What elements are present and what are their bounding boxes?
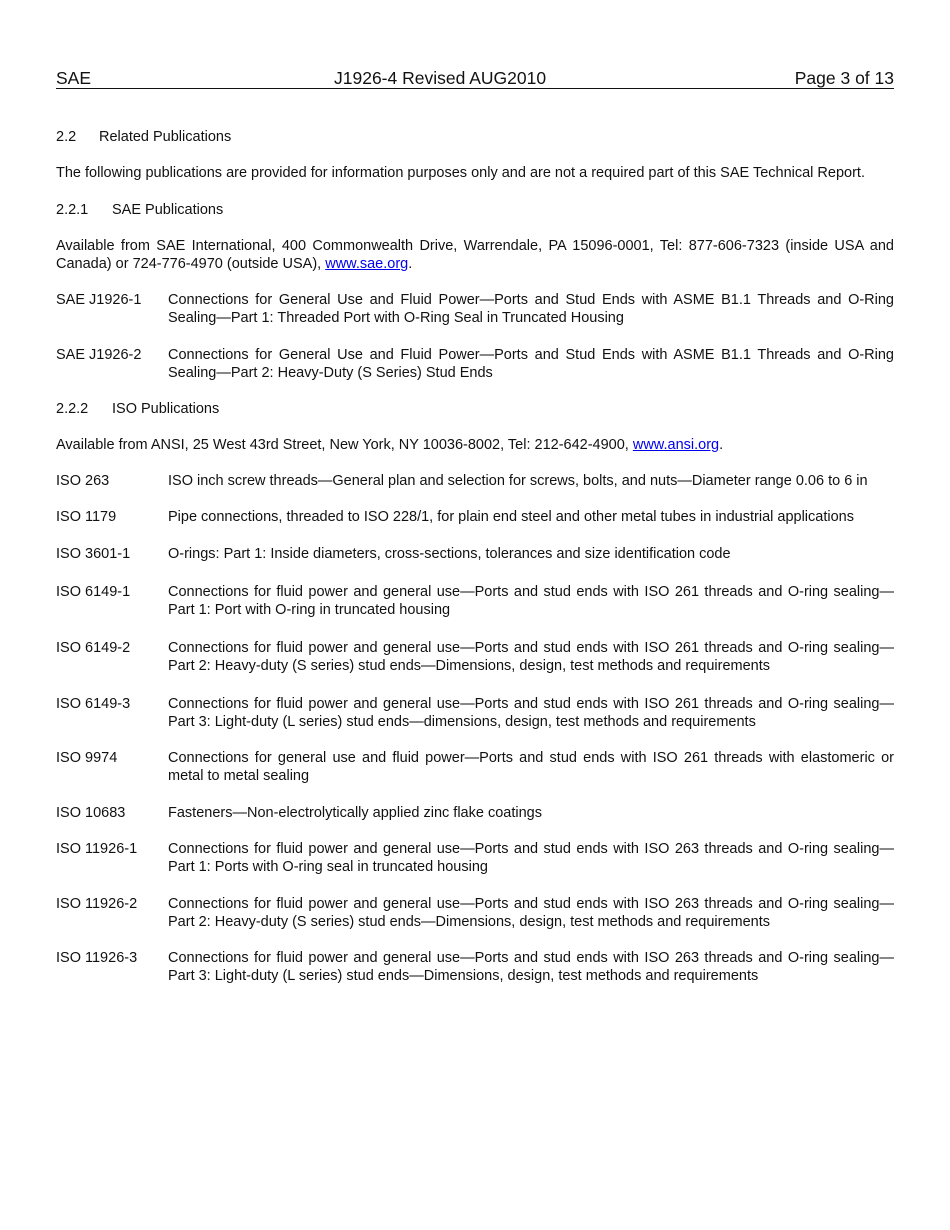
- reference-code: SAE J1926-1: [56, 292, 142, 308]
- period: .: [408, 256, 413, 272]
- page-header: [56, 68, 894, 89]
- reference-title: Connections for fluid power and general use—Ports and stud ends with ISO 263 threads and O-ring sealing—Part 3: Light-duty (L series) stud ends—Dimensions, design, test methods and requirements: [168, 950, 894, 984]
- reference-code: ISO 6149-3: [56, 696, 131, 712]
- reference-code: ISO 11926-2: [56, 896, 138, 912]
- section-title: ISO Publications: [112, 401, 220, 417]
- period: .: [719, 437, 724, 453]
- reference-title: Connections for general use and fluid power—Ports and stud ends with ISO 261 threads with elastomeric or metal to metal sealing: [168, 750, 894, 784]
- reference-code: ISO 3601-1: [56, 546, 131, 562]
- reference-item: [56, 508, 894, 526]
- reference-item: [56, 749, 894, 785]
- reference-code: ISO 263: [56, 473, 110, 489]
- reference-title: Connections for fluid power and general use—Ports and stud ends with ISO 261 threads and O-ring sealing—Part 1: Port with O-ring in truncated housing: [168, 584, 894, 618]
- sae-reference-list: [56, 291, 894, 382]
- reference-item: [56, 291, 894, 327]
- reference-title: Connections for General Use and Fluid Power—Ports and Stud Ends with ASME B1.1 Threads and O-Ring Sealing—Part 2: Heavy-Duty (S Series) Stud Ends: [168, 347, 894, 381]
- sae-availability-paragraph: [56, 237, 894, 273]
- section-heading-2-2-2: [56, 400, 894, 418]
- section-number: 2.2: [56, 129, 77, 145]
- reference-item: [56, 804, 894, 822]
- reference-title: ISO inch screw threads—General plan and selection for screws, bolts, and nuts—Diameter range 0.06 to 6 in: [168, 473, 868, 489]
- ansi-website-link[interactable]: www.ansi.org: [632, 437, 720, 453]
- reference-item: [56, 695, 894, 731]
- header-page-number: Page 3 of 13: [794, 68, 894, 88]
- section-number: 2.2.1: [56, 202, 89, 218]
- reference-code: ISO 11926-3: [56, 950, 138, 966]
- iso-reference-list: [56, 472, 894, 985]
- sae-website-link[interactable]: www.sae.org: [325, 256, 409, 272]
- header-org: SAE: [56, 68, 92, 88]
- reference-code: ISO 6149-1: [56, 584, 131, 600]
- reference-code: ISO 10683: [56, 805, 126, 821]
- section-title: Related Publications: [99, 129, 232, 145]
- reference-code: ISO 9974: [56, 750, 118, 766]
- reference-title: Connections for General Use and Fluid Power—Ports and Stud Ends with ASME B1.1 Threads and O-Ring Sealing—Part 1: Threaded Port with O-Ring Seal in Truncated Housing: [168, 292, 894, 326]
- reference-item: [56, 545, 894, 563]
- section-2-2-paragraph: The following publications are provided for information purposes only and are not a required part of this SAE Technical Report.: [56, 165, 865, 181]
- section-heading-2-2-1: [56, 201, 894, 219]
- reference-title: O-rings: Part 1: Inside diameters, cross-sections, tolerances and size identification code: [168, 546, 731, 562]
- header-doc-id: J1926-4 Revised AUG2010: [334, 68, 547, 88]
- reference-item: [56, 840, 894, 876]
- reference-title: Fasteners—Non-electrolytically applied zinc flake coatings: [168, 805, 542, 821]
- reference-code: SAE J1926-2: [56, 347, 142, 363]
- reference-title: Connections for fluid power and general use—Ports and stud ends with ISO 261 threads and O-ring sealing—Part 3: Light-duty (L series) stud ends—dimensions, design, test methods and requirements: [168, 696, 894, 730]
- availability-text: Available from ANSI, 25 West 43rd Street, New York, NY 10036-8002, Tel: 212-642-4900,: [56, 437, 633, 453]
- reference-item: [56, 346, 894, 382]
- document-page: [56, 68, 894, 985]
- reference-item: [56, 583, 894, 619]
- ansi-availability-paragraph: [56, 436, 894, 454]
- reference-item: [56, 895, 894, 931]
- reference-code: ISO 1179: [56, 509, 117, 525]
- reference-title: Connections for fluid power and general use—Ports and stud ends with ISO 261 threads and O-ring sealing—Part 2: Heavy-duty (S series) stud ends—Dimensions, design, test methods and requirements: [168, 640, 894, 674]
- availability-text: Available from SAE International, 400 Commonwealth Drive, Warrendale, PA 15096-0001, Tel: 877-606-7323 (inside USA and Canada) or 724-776-4970 (outside USA),: [56, 238, 894, 272]
- reference-item: [56, 949, 894, 985]
- reference-title: Connections for fluid power and general use—Ports and stud ends with ISO 263 threads and O-ring sealing—Part 2: Heavy-duty (S series) stud ends—Dimensions, design, test methods and requirements: [168, 896, 894, 930]
- reference-code: ISO 6149-2: [56, 640, 131, 656]
- section-number: 2.2.2: [56, 401, 89, 417]
- section-heading-2-2: [56, 128, 894, 146]
- section-title: SAE Publications: [112, 202, 224, 218]
- reference-title: Connections for fluid power and general use—Ports and stud ends with ISO 263 threads and O-ring sealing—Part 1: Ports with O-ring seal in truncated housing: [168, 841, 894, 875]
- reference-item: [56, 472, 894, 490]
- reference-code: ISO 11926-1: [56, 841, 138, 857]
- reference-title: Pipe connections, threaded to ISO 228/1, for plain end steel and other metal tubes in industrial applications: [168, 509, 854, 525]
- reference-item: [56, 639, 894, 675]
